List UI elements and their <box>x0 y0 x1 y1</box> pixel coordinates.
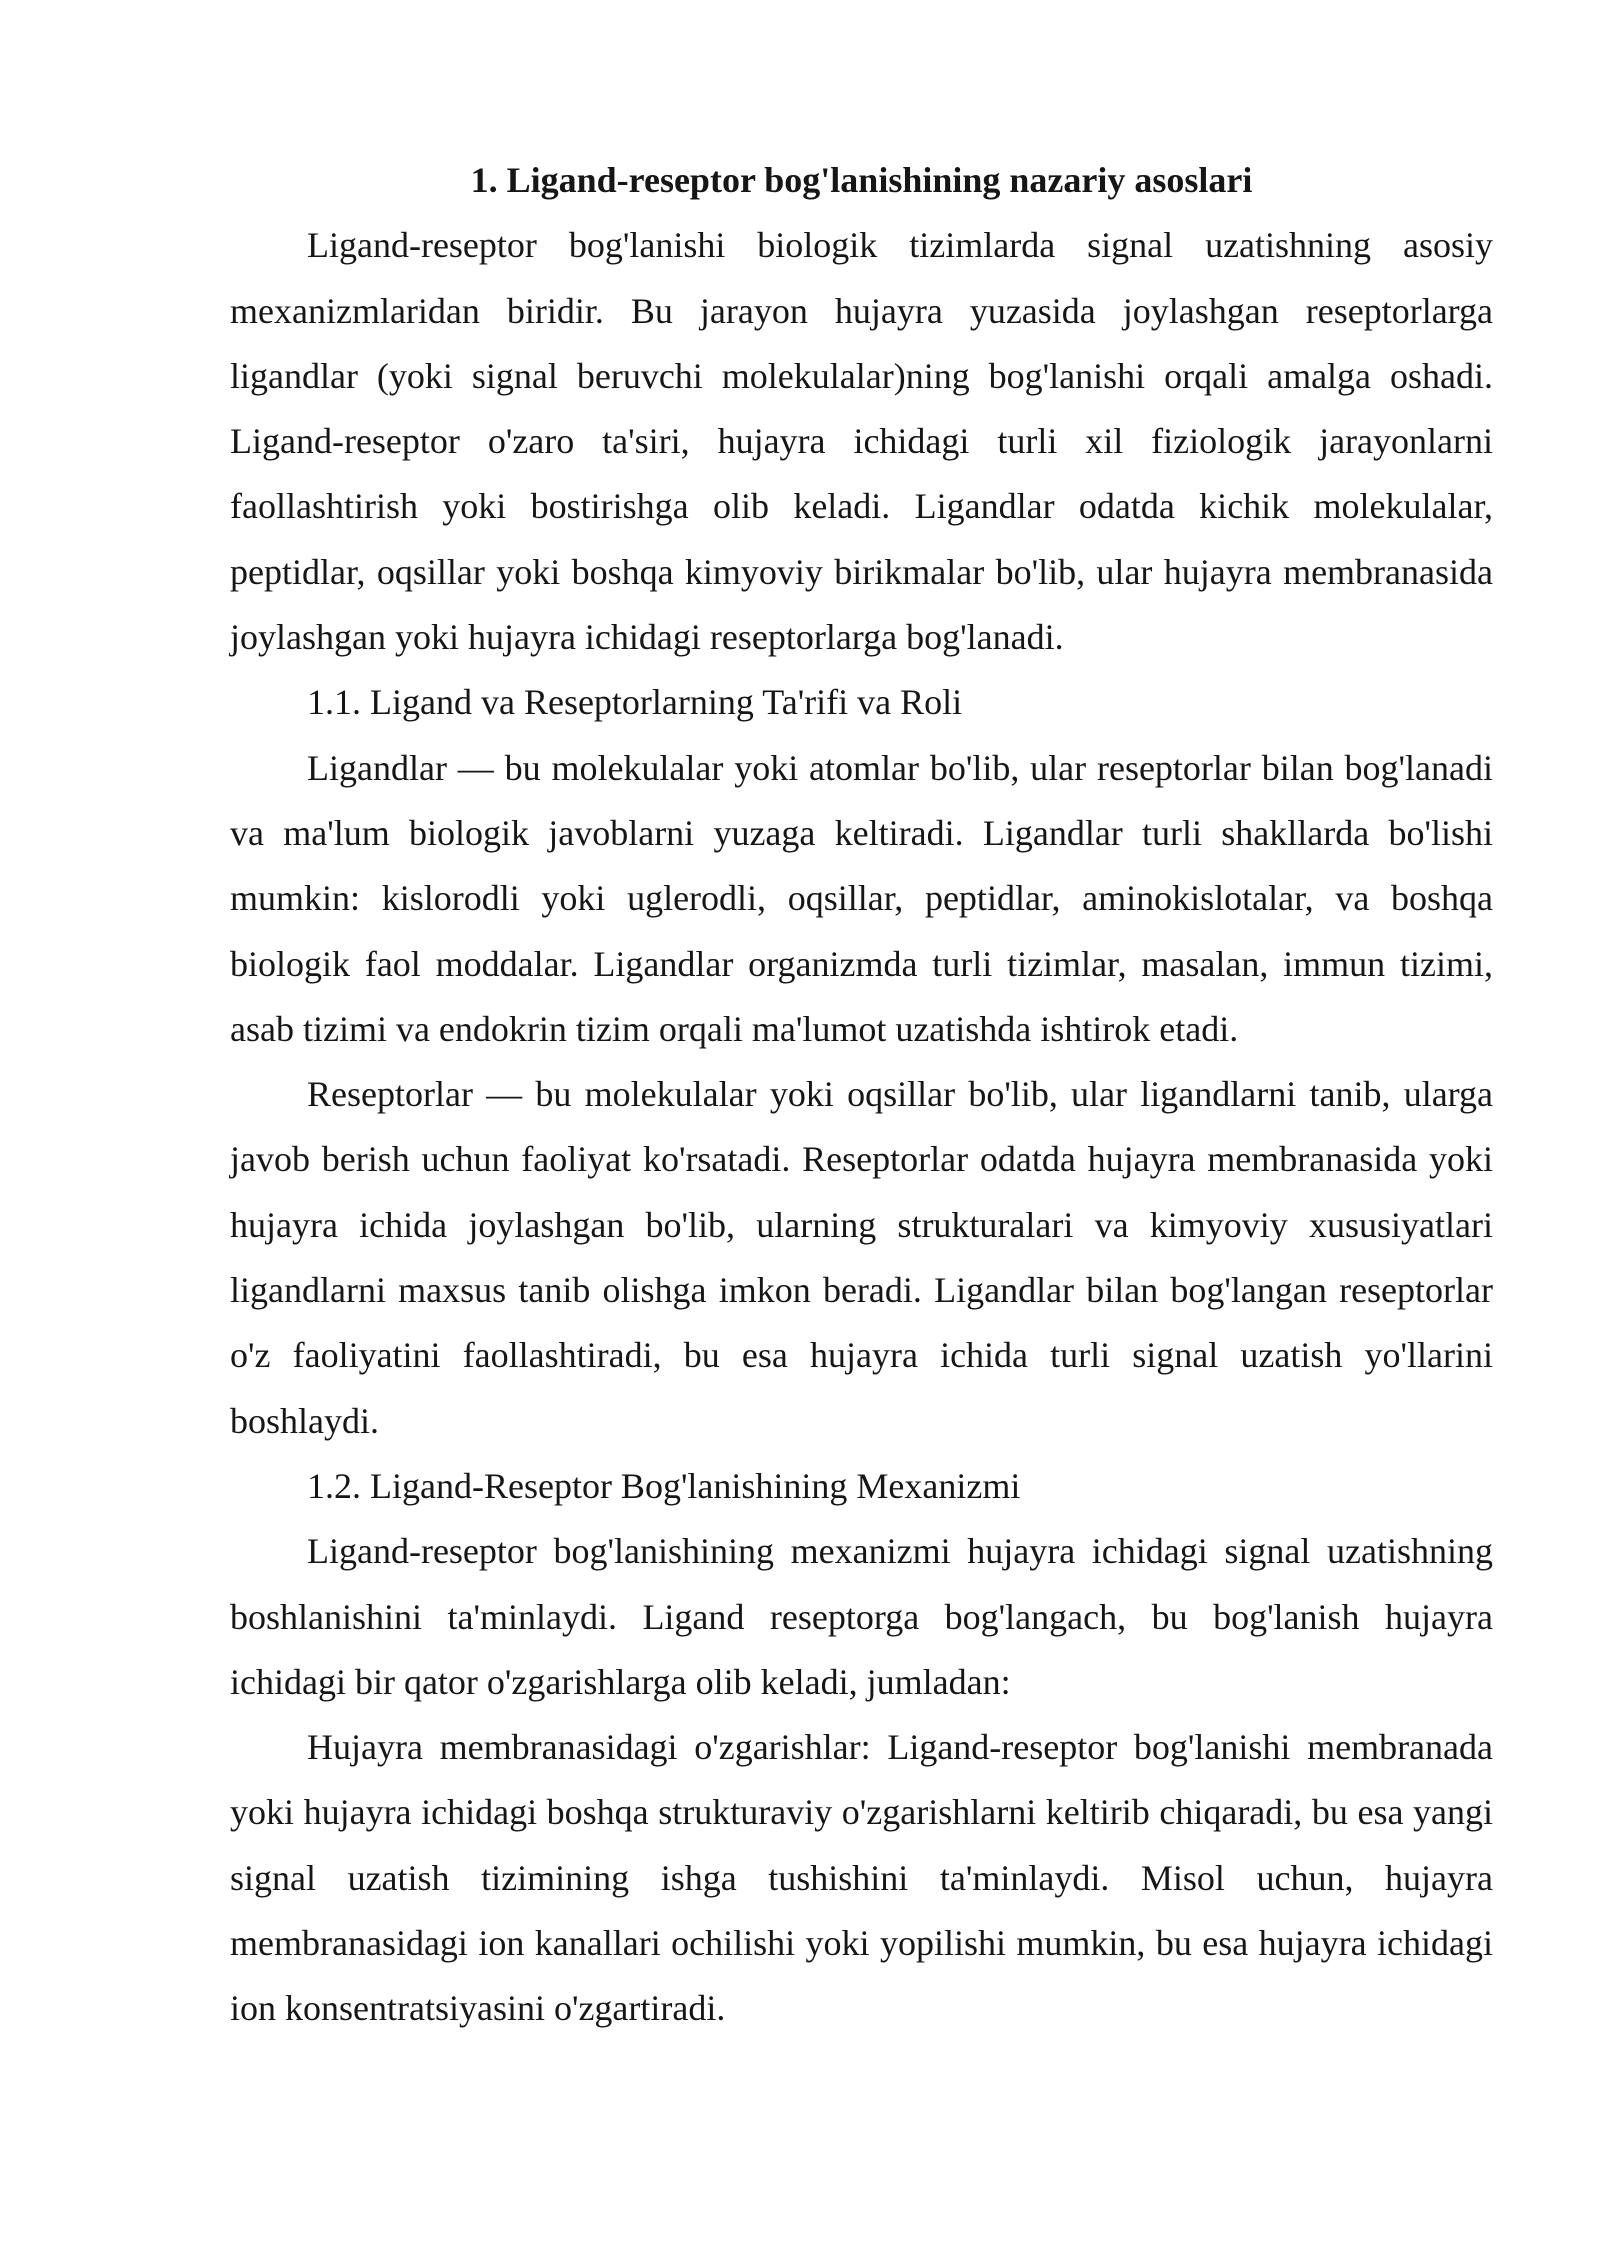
membrane-changes-paragraph: Hujayra membranasidagi o'zgarishlar: Ligand-reseptor bog'lanishi membranada yoki hujayra ichidagi boshqa strukturaviy o'zgarishlarni keltirib chiqaradi, bu esa yangi signal uzatish tizimining ishga tushishini ta'minlaydi. Misol uchun, hujayra membranasidagi ion kanallari ochilishi yoki yopilishi mumkin, bu esa hujayra ichidagi ion konsentratsiyasini o'zgartiradi. <box>230 1727 1493 2029</box>
mechanism-paragraph: Ligand-reseptor bog'lanishining mexanizmi hujayra ichidagi signal uzatishning boshlanishini ta'minlaydi. Ligand reseptorga bog'langach, bu bog'lanish hujayra ichidagi bir qator o'zgarishlarga olib keladi, jumladan: <box>230 1531 1493 1702</box>
intro-paragraph: Ligand-reseptor bog'lanishi biologik tizimlarda signal uzatishning asosiy mexanizmlaridan biridir. Bu jarayon hujayra yuzasida joylashgan reseptorlarga ligandlar (yoki signal beruvchi molekulalar)ning bog'lanishi orqali amalga oshadi. Ligand-reseptor o'zaro ta'siri, hujayra ichidagi turli xil fiziologik jarayonlarni faollashtirish yoki bostirishga olib keladi. Ligandlar odatda kichik molekulalar, peptidlar, oqsillar yoki boshqa kimyoviy birikmalar bo'lib, ular hujayra membranasida joylashgan yoki hujayra ichidagi reseptorlarga bog'lanadi. <box>230 225 1493 658</box>
subsection-heading-1-2: 1.2. Ligand-Reseptor Bog'lanishining Mexanizmi <box>307 1465 1021 1506</box>
ligands-paragraph: Ligandlar — bu molekulalar yoki atomlar bo'lib, ular reseptorlar bilan bog'lanadi va ma'lum biologik javoblarni yuzaga keltiradi. Ligandlar turli shakllarda bo'lishi mumkin: kislorodli yoki uglerodli, oqsillar, peptidlar, aminokislotalar, va boshqa biologik faol moddalar. Ligandlar organizmda turli tizimlar, masalan, immun tizimi, asab tizimi va endokrin tizim orqali ma'lumot uzatishda ishtirok etadi. <box>230 747 1493 1049</box>
receptors-paragraph: Reseptorlar — bu molekulalar yoki oqsillar bo'lib, ular ligandlarni tanib, ularga javob berish uchun faoliyat ko'rsatadi. Reseptorlar odatda hujayra membranasida yoki hujayra ichida joylashgan bo'lib, ularning strukturalari va kimyoviy xususiyatlari ligandlarni maxsus tanib olishga imkon beradi. Ligandlar bilan bog'langan reseptorlar o'z faoliyatini faollashtiradi, bu esa hujayra ichida turli signal uzatish yo'llarini boshlaydi. <box>230 1074 1493 1441</box>
subsection-heading-1-1: 1.1. Ligand va Reseptorlarning Ta'rifi va Roli <box>307 682 963 723</box>
document-body <box>230 148 1493 2042</box>
section-title: 1. Ligand-reseptor bog'lanishining nazariy asoslari <box>470 160 1253 200</box>
